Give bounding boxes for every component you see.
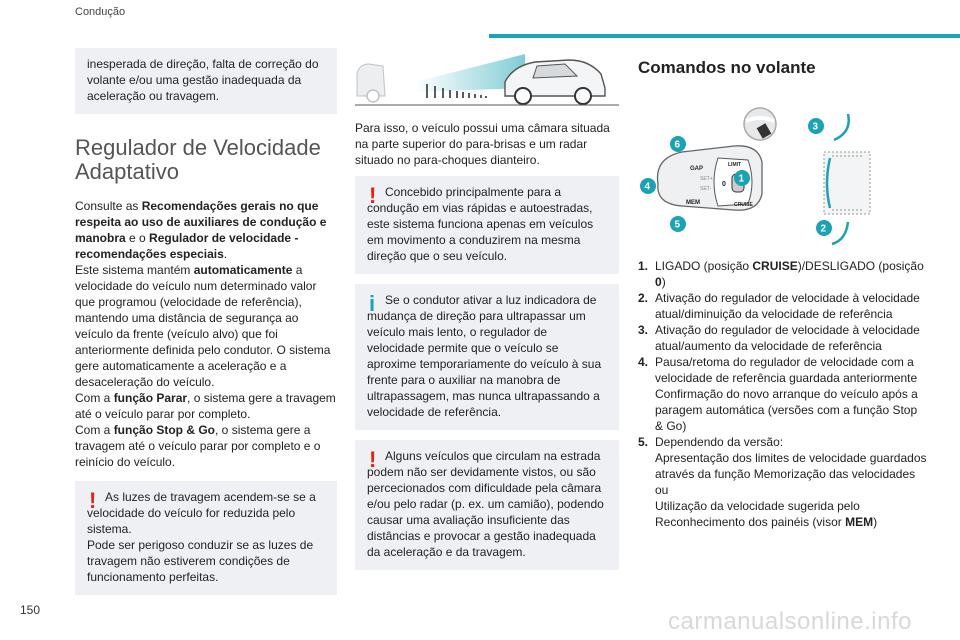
warning-text: As luzes de travagem acendem-se se a velocidade do veículo for reduzida pelo sistema. [87,490,316,536]
badge-label: 1 [738,173,745,185]
badge-4 [640,178,656,194]
text: Dependendo da versão: [655,435,784,449]
badge-label: 6 [674,139,681,151]
section-title: Regulador de Velocidade Adaptativo [75,135,321,184]
info-icon: i [369,291,376,316]
list-item [638,434,928,530]
header-section: Condução [75,6,126,18]
controls-title: Comandos no volante [638,58,816,77]
emphasis: automaticamente [193,263,293,277]
warning-icon: ! [89,488,97,513]
text: e o [125,231,150,245]
text: . [223,247,228,261]
badge-1 [734,170,750,186]
warning-icon: ! [369,183,377,208]
warning-text: Alguns veículos que circulam na estrada podem não ser devidamente vistos, ou são percecionados com dificuldade pela câmara e/ou pelo radar (p. ex. um camião), podendo causar uma avaliação insuficiente das distâncias e provocar a gestão inadequada da aceleração e da travagem. [367,449,604,559]
emphasis: MEM [845,515,874,529]
own-car-icon [505,60,605,104]
badge-label: 5 [674,219,681,231]
text: ) [661,275,666,289]
item-number: 5. [638,435,649,449]
emphasis: CRUISE [752,259,798,273]
controls-list [638,258,928,530]
radar-car-illustration [355,48,619,106]
link-general-recommendations: Recomendações gerais no que respeita ao uso de auxiliares de condução e manobra [75,199,327,245]
text: LIGADO (posição [655,259,753,273]
text: Ativação do regulador de velocidade à velocidade atual/aumento da velocidade de referência [655,323,920,353]
set-minus-label: SET- [700,186,712,192]
emphasis: 0 [655,275,662,289]
text: , o sistema gere a travagem até o veículo parar por completo e o reinício do veículo. [75,423,321,469]
text: Consulte as [75,199,142,213]
warning-text: Pode ser perigoso conduzir se as luzes de travagem não estiverem condições de funcionamento perfeitas. [87,538,314,584]
steering-controls-diagram [638,82,928,252]
list-item [638,258,928,290]
column-right [638,48,928,530]
item-number: 3. [638,323,649,337]
warning-box-detection [355,440,619,570]
item-number: 4. [638,355,649,369]
sensors-paragraph: Para isso, o veículo possui uma câmara situada na parte superior do para-brisas e um radar situado no para-choques dianteiro. [355,121,610,167]
warning-box-brake-lights [75,481,337,595]
badge-label: 2 [820,223,827,235]
text: Pausa/retoma do regulador de velocidade com a velocidade de referência guardada anteriormente [655,355,918,385]
badge-label: 4 [644,181,651,193]
text: Apresentação dos limites de velocidade guardados através da função Memorização das velocidades [655,451,927,481]
text: )/DESLIGADO (posição [797,259,924,273]
warning-icon: ! [369,447,377,472]
note-text: inesperada de direção, falta de correção do volante e/ou uma gestão inadequada da aceleração ou travagem. [87,57,319,103]
info-text: Se o condutor ativar a luz indicadora de mudança de direção para ultrapassar um veículo mais lento, o regulador de velocidade permite que o veículo se aproxime temporariamente do veículo à sua frente para o auxiliar na manobra de ultrapassagem, mas nunca ultrapassando a velocidade de referência. [367,293,602,419]
badge-3 [808,118,824,134]
badge-2 [816,220,832,236]
note-box-continued [75,48,337,114]
item-number: 1. [638,259,649,273]
emphasis: função Parar [113,391,188,405]
text: Ativação do regulador de velocidade à velocidade atual/diminuição da velocidade de referência [655,291,920,321]
list-item [638,322,928,354]
text: ) [873,515,878,529]
text: Com a [75,423,114,437]
emphasis: função Stop & Go [113,423,216,437]
stop-function-paragraph [75,390,337,422]
cruise-label: CRUISE [734,202,753,208]
text: Este sistema mantém [75,263,194,277]
watermark: carmanualsonline.info [668,608,912,635]
info-box-overtaking [355,284,619,430]
text: a velocidade do veículo num determinado valor que programou (velocidade de referência), mantendo uma distância de segurança ao veículo da frente (veículo alvo) que foi anteriormente definida pelo condutor. O sistema gere automaticamente a aceleração e a desaceleração do veículo. [75,263,331,389]
mem-label: MEM [686,200,700,206]
description-paragraph [75,262,337,390]
intro-paragraph [75,198,337,262]
off-position-label: 0 [722,181,726,188]
header-accent-bar [489,34,960,38]
badge-label: 3 [812,121,819,133]
badge-6 [670,136,686,152]
link-special-recommendations: Regulador de velocidade - recomendações especiais [75,231,299,261]
stop-go-paragraph [75,422,337,470]
limit-label: LIMIT [728,162,742,168]
page-number: 150 [20,603,41,617]
text [655,498,928,530]
set-plus-label: SET+ [700,176,713,182]
target-car-icon [357,64,385,102]
item-number: 2. [638,291,649,305]
list-item [638,290,928,322]
text: Utilização da velocidade sugerida pelo Reconhecimento dos painéis (visor [655,499,860,529]
warning-text: Concebido principalmente para a condução em vias rápidas e autoestradas, este sistema funciona apenas em veículos em movimento a conduzirem na mesma direção que o seu veículo. [367,185,594,263]
badge-5 [670,216,686,232]
text: Confirmação do novo arranque do veículo após a paragem automática (versões com a função Stop & Go) [655,387,918,433]
text: ou [655,483,669,497]
warning-box-highways [355,176,619,274]
steering-wheel-icon [744,108,776,140]
column-middle [355,48,619,570]
text: Com a [75,391,114,405]
list-item [638,354,928,434]
gap-label: GAP [690,166,704,172]
column-left [75,48,337,595]
text: , o sistema gere a travagem até o veículo parar por completo. [75,391,336,421]
